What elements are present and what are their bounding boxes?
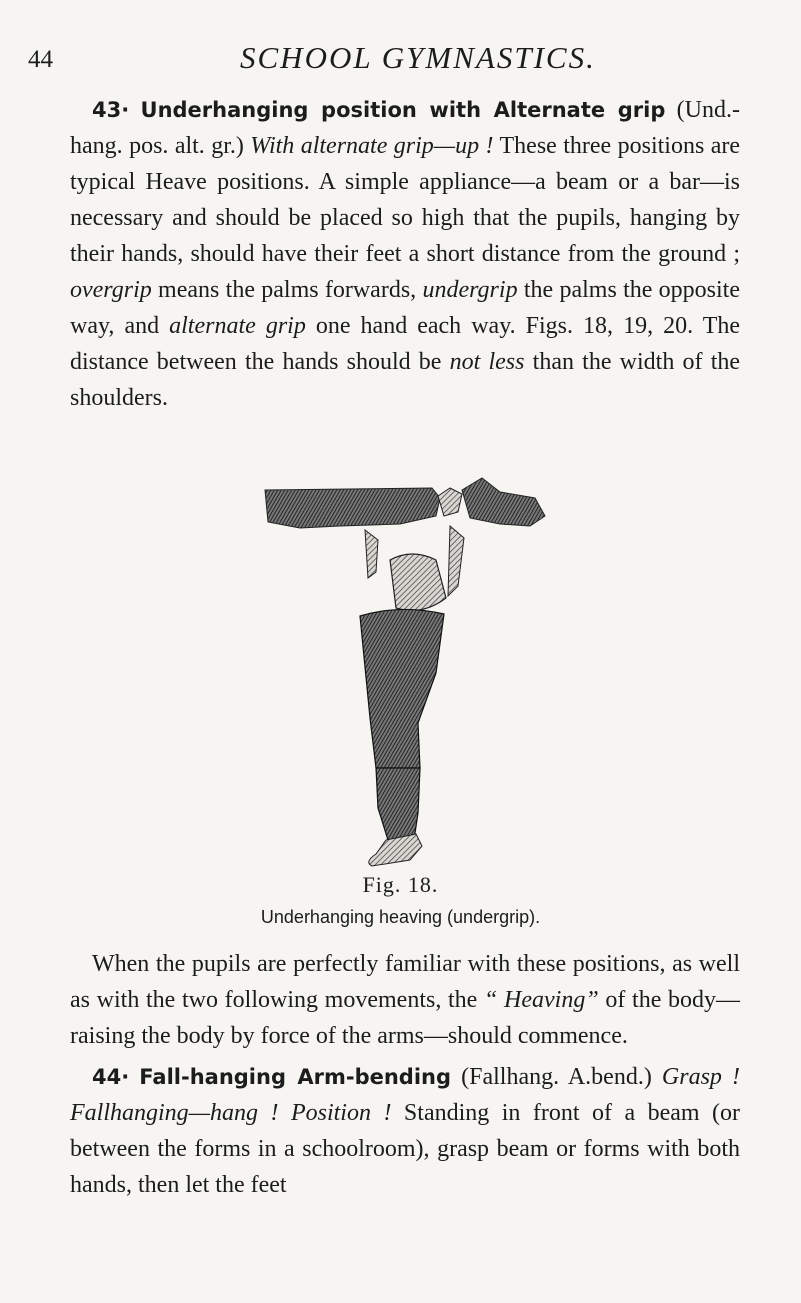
figure-label: Fig. 18. [362,872,439,897]
abbreviation: (Und.-hang. pos. alt. gr.) [70,97,740,159]
body-text: the palms the opposite way, and [70,277,740,339]
paragraph-43 [70,92,740,416]
command-text: With alternate grip—up ! [250,133,494,159]
command-fallhanging: Fallhanging—hang ! [70,1100,279,1126]
body-text: Standing in front of a beam (or between the forms in a schoolroom), grasp beam or forms with both hands, then let the feet [70,1100,741,1198]
body-text: of the body—raising the body by force of the arms—should commence. [70,987,741,1049]
section-heading: Underhanging position with Alternate grip [140,98,666,122]
figure-caption: Underhanging heaving (undergrip). [260,907,541,927]
section-number: 43· [92,98,130,122]
term-heaving: “ Heaving” [484,987,599,1013]
body-text: one hand each way. Figs. 18, 19, 20. The distance between the hands should be [70,313,741,375]
hanging-figure-drawing [200,468,600,868]
figure-18-illustration [200,468,600,868]
emphasis-not-less: not less [449,349,525,375]
body-text: When the pupils are perfectly familiar with these positions, as well as with the two following movements, the [70,951,740,1013]
paragraph-44 [70,1059,740,1203]
body-text: than the width of the shoulders. [70,349,741,411]
paragraph-heaving [70,946,740,1054]
page-number: 44 [28,46,53,73]
section-heading: Fall-hanging Arm-bending [139,1065,452,1089]
command-grasp: Grasp ! [661,1064,741,1090]
command-position: Position ! [290,1100,392,1126]
running-title: SCHOOL GYMNASTICS. [240,40,596,75]
section-number: 44· [92,1065,130,1089]
body-text: means the palms forwards, [151,277,423,303]
term-overgrip: overgrip [70,277,152,303]
abbreviation: (Fallhang. A.bend.) [451,1064,662,1090]
body-text: These three positions are typical Heave positions. A simple appliance—a beam or a bar—is necessary and should be placed so high that the pupils, hanging by their hands, should have their feet a short distance from the ground ; [70,133,740,267]
term-undergrip: undergrip [422,277,518,303]
term-alternate-grip: alternate grip [169,313,306,339]
